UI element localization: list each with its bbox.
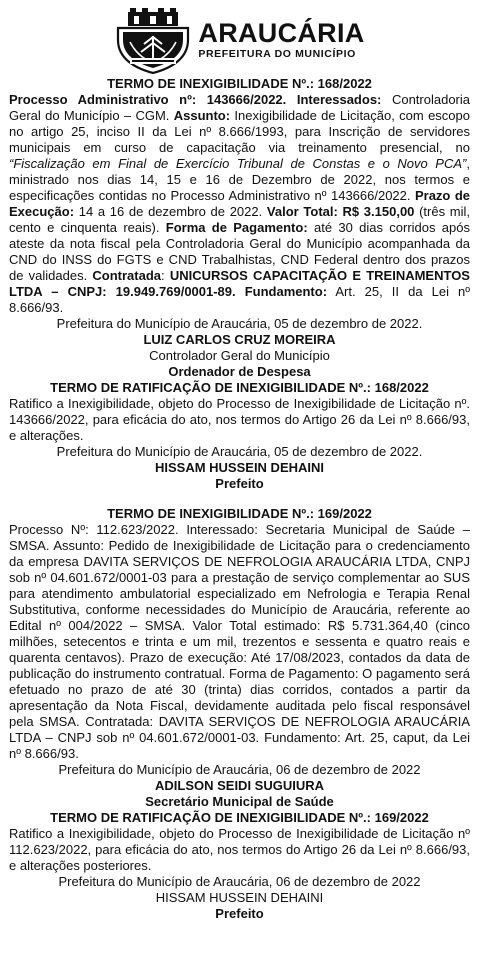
doc3-body: Processo Nº: 112.623/2022. Interessado: Secretaria Municipal de Saúde – SMSA. Assunto: Pedido de Inexigibilidade de Licitação para o credenciamento da empresa DAVITA SERVIÇOS DE NEFROLOGIA ARAUCÁRIA LTDA, CNPJ sob nº 04.601.672/0001-03 para a prestação de serviço complementar ao SUS para atendimento ambulatorial especializado em Nefrologia e Terapia Renal Substitutiva, conforme necessidades do Município de Araucária, referente ao Edital nº 004/2022 – SMSA. Valor Total estimado: R$ 5.731.364,40 (cinco milhões, setecentos e trinta e um mil, trezentos e sessenta e quatro reais e quarenta centavos). Prazo de execução: Até 17/08/2023, contados da data de publicação do instrumento contratual. Forma de Pagamento: O pagamento será efetuado no prazo de até 30 (trinta) dias corridos, contados a partir da apresentação da Nota Fiscal, devidamente auditada pelo fiscal responsável pela SMSA. Contratada: DAVITA SERVIÇOS DE NEFROLOGIA ARAUCÁRIA LTDA – CNPJ sob nº 04.601.672/0001-03. Fundamento: Art. 25, caput, da Lei nº 8.666/93. (9, 522, 470, 761)
doc1-prazo-label: Prazo de Execução: (9, 188, 470, 219)
doc2-body: Ratifico a Inexigibilidade, objeto do Processo de Inexigibilidade de Licitação nº. 143666/2022, para eficácia do ato, nos termos do Artigo 26 da Lei nº 8.666/93, e alterações. (9, 396, 470, 443)
doc1-prazo-text: 14 a 16 de dezembro de 2022. (74, 204, 267, 219)
doc1-valor-text: (três mil, cento e cinquenta reais). (9, 204, 470, 235)
doc1-interessados-text: Controladoria Geral do Município – CGM. (9, 92, 470, 123)
doc1-interessados-label: Interessados: (296, 92, 382, 107)
doc1-contratada-label: Contratada (92, 268, 162, 283)
doc1-fundamento-label: Fundamento: (235, 284, 328, 299)
doc4-signer-role: Prefeito (215, 906, 264, 921)
doc1-contratada-name: UNICURSOS CAPACITAÇÃO E TREINAMENTOS LTDA – CNPJ: 19.949.769/0001-89. (9, 268, 470, 299)
masthead (9, 0, 470, 76)
doc1-fundamento-text: Art. 25, II da Lei nº 8.666/93. (9, 284, 470, 315)
doc1-assunto-label: Assunto: (173, 108, 231, 123)
doc4-title: TERMO DE RATIFICAÇÃO DE INEXIGIBILIDADE Nº.: 169/2022 (50, 810, 429, 825)
doc1-forma-label: Forma de Pagamento: (165, 220, 308, 235)
brand (198, 20, 364, 60)
doc3-place-date: Prefeitura do Município de Araucária, 06 de dezembro de 2022 (58, 762, 421, 777)
doc3-signer-role: Secretário Municipal de Saúde (145, 794, 334, 809)
doc4-body: Ratifico a Inexigibilidade, objeto do Processo de Inexigibilidade de Licitação nº 112.623/2022, para eficácia do ato, nos termos do Artigo 26 da Lei nº 8.666/93, e alterações posteriores. (9, 826, 470, 873)
doc2-title: TERMO DE RATIFICAÇÃO DE INEXIGIBILIDADE Nº.: 168/2022 (50, 380, 429, 395)
doc1-dates-text: , ministrado nos dias 14, 15 e 16 de Dezembro de 2022, nos termos e especificações contidas no Processo Administrativo nº 143666/2022. (9, 156, 470, 203)
doc3-signer-name: ADILSON SEIDI SUGUIURA (154, 778, 324, 793)
doc1-body (9, 92, 470, 316)
doc1-course-name: “Fiscalização em Final de Exercício Tribunal de Constas e o Novo PCA” (9, 156, 467, 171)
doc3-title: TERMO DE INEXIGIBILIDADE Nº.: 169/2022 (107, 506, 372, 521)
doc1-contratada-sep: : (161, 268, 170, 283)
doc1-signer-role-2: Ordenador de Despesa (168, 364, 311, 379)
section-gap (9, 492, 470, 506)
doc4-signer-name: HISSAM HUSSEIN DEHAINI (155, 890, 324, 905)
doc2-place-date: Prefeitura do Município de Araucária, 05 de dezembro de 2022. (56, 444, 423, 459)
municipal-crest-logo (114, 6, 192, 74)
doc2-signer-name: HISSAM HUSSEIN DEHAINI (154, 460, 325, 475)
doc1-place-date: Prefeitura do Município de Araucária, 05 de dezembro de 2022. (56, 316, 423, 331)
doc1-signer-role: Controlador Geral do Município (149, 348, 330, 363)
doc1-title: TERMO DE INEXIGIBILIDADE Nº.: 168/2022 (107, 76, 372, 91)
doc1-valor-label: Valor Total: R$ 3.150,00 (266, 204, 415, 219)
doc2-signer-role: Prefeito (215, 476, 264, 491)
brand-subtitle: PREFEITURA DO MUNICÍPIO (198, 48, 356, 61)
brand-name: ARAUCÁRIA (198, 18, 365, 49)
doc1-forma-text: até 30 dias corridos após ateste da nota fiscal pela Controladoria Geral do Município acompanhada da CND do INSS do FGTS e CND Trabalhistas, CND Federal dentro dos prazos de validades. (9, 220, 470, 283)
doc1-signer-name: LUIZ CARLOS CRUZ MOREIRA (143, 332, 336, 347)
doc1-processo-label: Processo Administrativo nº: 143666/2022. (9, 92, 287, 107)
doc4-place-date: Prefeitura do Município de Araucária, 06 de dezembro de 2022 (58, 874, 421, 889)
doc1-assunto-text: Inexigibilidade de Licitação, com escopo no artigo 25, inciso II da Lei nº 8.666/1993, para Inscrição de servidores municipais em curso de capacitação via treinamento presencial, no (9, 108, 470, 155)
